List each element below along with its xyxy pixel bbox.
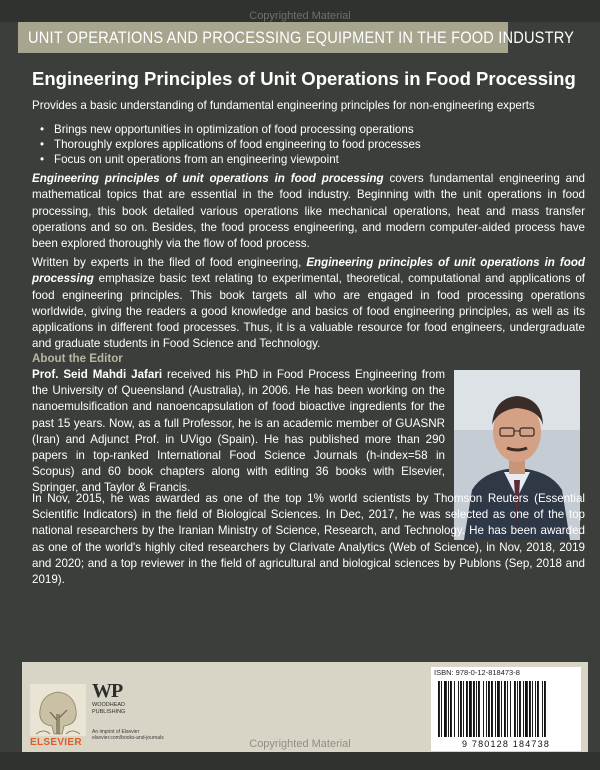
feature-item: • Brings new opportunities in optimization of food processing operations <box>40 122 421 137</box>
bottom-edge <box>0 752 600 770</box>
imprint-line: An imprint of Elsevier <box>92 729 140 735</box>
elsevier-wordmark: ELSEVIER <box>30 737 82 748</box>
feature-item: • Thoroughly explores applications of food engineering to food processes <box>40 137 421 152</box>
imprint-url: elsevier.com/books-and-journals <box>92 735 164 742</box>
intro-line: Provides a basic understanding of fundamental engineering principles for non-engineering experts <box>32 99 535 112</box>
wp-name-line: PUBLISHING <box>92 709 126 715</box>
feature-list <box>40 122 421 167</box>
paragraph-text: covers fundamental engineering and mathematical topics that are essential in the food industry. Beginning with the unit operations in food processing, this book detailed various operations like mechanical operations, heat and mass transfer operations and so on. Besides, the food process engineering, and modern computer-aided process have been explored thoroughly via the flow of food process. <box>32 172 585 251</box>
series-banner <box>18 22 575 53</box>
book-title-emphasis: Engineering principles of unit operations in food processing <box>32 256 585 286</box>
book-title: Engineering Principles of Unit Operations in Food Processing <box>32 68 576 89</box>
isbn-label: ISBN: 978-0-12-818473-8 <box>434 668 520 677</box>
wp-mark: WP <box>92 680 123 702</box>
about-editor-heading: About the Editor <box>32 352 123 365</box>
series-title: UNIT OPERATIONS AND PROCESSING EQUIPMENT IN THE FOOD INDUSTRY <box>28 28 575 47</box>
feature-item: • Focus on unit operations from an engineering viewpoint <box>40 152 421 167</box>
editor-name: Prof. Seid Mahdi Jafari <box>32 368 163 381</box>
barcode-number: 9 780128 184738 <box>461 739 551 749</box>
watermark-top: Copyrighted Material <box>249 10 351 22</box>
bio-text: received his PhD in Food Process Engineering from the University of Queensland (Australia), in 2006. He has been working on the nanoemulsification and nanoencapsulation of food bioactive ingredients for the past 15 years. Now, as a full Professor, he is an academic member of GUASNR (Iran) and Adjunct Prof. in UVigo (Spain). He has published more than 290 papers in top-ranked International Food Science Journals (h-index=58 in Scopus) and 60 book chapters along with editing 36 books with Elsevier, Springer, and Taylor & Francis. <box>32 368 445 495</box>
description-paragraph-2 <box>32 255 585 353</box>
editor-bio-1 <box>32 367 445 497</box>
book-title-emphasis: Engineering principles of unit operations in food processing <box>32 172 384 185</box>
woodhead-logo <box>92 680 150 736</box>
wp-name-line: WOODHEAD <box>92 702 125 708</box>
paragraph-text: emphasize basic text relating to experimental, theoretical, computational and applications of food engineering principles. This book targets all who are engaged in food processing operations worldwide, giving the readers a good knowledge and basics of food engineering principles, as well as its applications in different food processes. Thus, it is a valuable resource for food engineers, undergraduate and graduate students in Food Science and Technology. <box>32 272 585 351</box>
paragraph-lead: Written by experts in the filed of food engineering, <box>32 256 307 269</box>
barcode-image <box>436 681 576 739</box>
description-paragraph-1 <box>32 171 585 252</box>
editor-bio-2: In Nov, 2015, he was awarded as one of the top 1% world scientists by Thomson Reuters (Essential Scientific Indicators) in the field of Biological Sciences. In Dec, 2017, he was selected as one of the top national researchers by the Iranian Ministry of Science, Research, and Technology. He has been awarded as one of the world's highly cited researchers by Clarivate Analytics (Web of Science), in Nov, 2018, 2019 and 2020; and a top reviewer in the field of agricultural and biological sciences by Publons (Sep, 2018 and 2019). <box>32 492 585 587</box>
watermark-bottom: Copyrighted Material <box>249 738 351 750</box>
wp-name <box>92 702 125 716</box>
